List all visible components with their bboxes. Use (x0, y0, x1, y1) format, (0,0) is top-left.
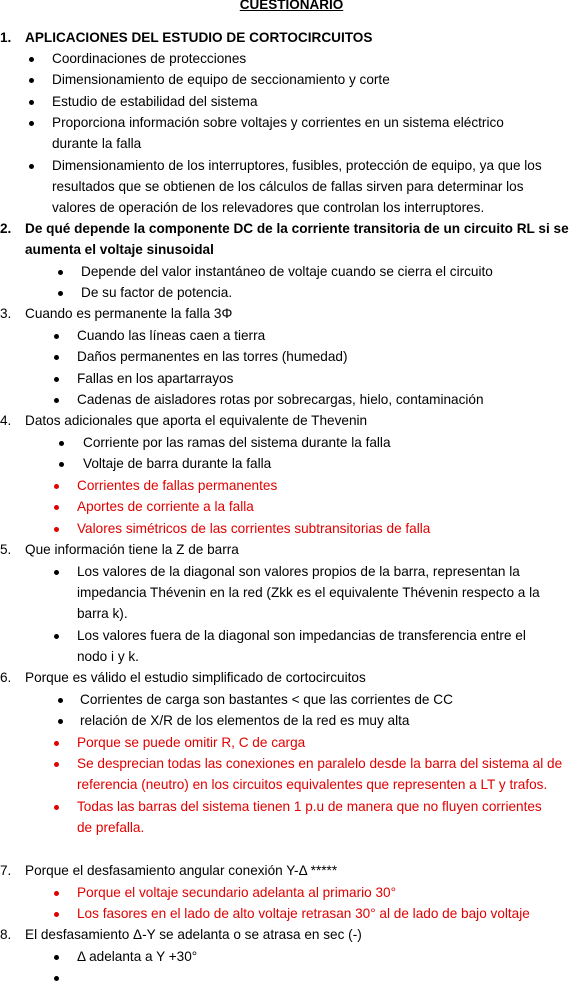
q5-heading: Que información tiene la Z de barra (25, 542, 239, 557)
q1-item-5-line-2: resultados que se obtienen de los cálculos de fallas sirven para determinar los (52, 179, 524, 194)
bullet-icon (54, 398, 59, 403)
q7-red-item-1: Porque el voltaje secundario adelanta al primario 30° (77, 885, 397, 900)
q6-item-2: relación de X/R de los elementos de la red es muy alta (80, 713, 410, 728)
bullet-icon (29, 121, 34, 126)
bullet-icon (54, 976, 59, 981)
bullet-icon (29, 57, 34, 62)
bullet-icon (54, 505, 59, 510)
bullet-icon (58, 270, 63, 275)
q6-red-item-2-line-2: referencia (neutro) en los circuitos equivalentes que representen a LT y trafos. (77, 777, 548, 792)
q3-item-1: Cuando las líneas caen a tierra (77, 328, 266, 343)
bullet-icon (54, 377, 59, 382)
q8-number: 8. (0, 927, 12, 942)
q6-red-item-3-line-1: Todas las barras del sistema tienen 1 p.u de manera que no fluyen corrientes (77, 799, 542, 814)
q6-red-item-2-line-1: Se desprecian todas las conexiones en paralelo desde la barra del sistema al de (77, 756, 563, 771)
q7-heading: Porque el desfasamiento angular conexión Y-Δ ***** (25, 863, 338, 878)
q4-item-1: Corriente por las ramas del sistema durante la falla (83, 435, 391, 450)
q3-heading: Cuando es permanente la falla 3Φ (25, 306, 233, 321)
bullet-icon (29, 78, 34, 83)
q4-number: 4. (0, 413, 12, 428)
q1-item-4-line-2: durante la falla (52, 136, 142, 151)
q3-item-2: Daños permanentes en las torres (humedad) (77, 349, 348, 364)
bullet-icon (54, 334, 59, 339)
q4-red-item-1: Corrientes de fallas permanentes (77, 478, 278, 493)
bullet-icon (54, 912, 59, 917)
bullet-icon (54, 570, 59, 575)
q6-number: 6. (0, 670, 12, 685)
bullet-icon (29, 164, 34, 169)
bullet-icon (59, 441, 64, 446)
q5-item-2-line-1: Los valores fuera de la diagonal son impedancias de transferencia entre el (77, 628, 526, 643)
q2-item-2: De su factor de potencia. (81, 285, 233, 300)
q1-item-5-line-3: valores de operación de los relevadores que controlan los interruptores. (52, 200, 485, 215)
q1-item-4-line-1: Proporciona información sobre voltajes y corrientes en un sistema eléctrico (52, 115, 504, 130)
q1-item-2: Dimensionamiento de equipo de seccionamiento y corte (52, 72, 390, 87)
q4-red-item-3: Valores simétricos de las corrientes subtransitorias de falla (77, 521, 431, 536)
bullet-icon (54, 527, 59, 532)
q4-item-2: Voltaje de barra durante la falla (83, 456, 272, 471)
q3-item-4: Cadenas de aisladores rotas por sobrecargas, hielo, contaminación (77, 392, 484, 407)
bullet-icon (54, 955, 59, 960)
q5-item-1-line-3: barra k). (77, 606, 128, 621)
bullet-icon (29, 100, 34, 105)
q4-heading: Datos adicionales que aporta el equivalente de Thevenin (25, 413, 368, 428)
bullet-icon (54, 634, 59, 639)
q2-heading-line-2: aumenta el voltaje sinusoidal (25, 242, 214, 257)
q6-red-item-3-line-2: de prefalla. (77, 820, 145, 835)
q4-red-item-2: Aportes de corriente a la falla (77, 499, 254, 514)
bullet-icon (58, 291, 63, 296)
q7-red-item-2: Los fasores en el lado de alto voltaje retrasan 30° al de lado de bajo voltaje (77, 906, 530, 921)
bullet-icon (58, 719, 63, 724)
bullet-icon (54, 741, 59, 746)
bullet-icon (54, 484, 59, 489)
bullet-icon (58, 698, 63, 703)
q8-heading: El desfasamiento Δ-Y se adelanta o se atrasa en sec (-) (25, 927, 362, 942)
bullet-icon (54, 805, 59, 810)
page-title: CUESTIONARIO (239, 0, 344, 12)
q8-item-1: Δ adelanta a Y +30° (77, 949, 198, 964)
q2-item-1: Depende del valor instantáneo de voltaje cuando se cierra el circuito (81, 264, 493, 279)
bullet-icon (54, 762, 59, 767)
q5-number: 5. (0, 542, 12, 557)
q1-item-1: Coordinaciones de protecciones (52, 51, 247, 66)
q3-number: 3. (0, 306, 12, 321)
q3-item-3: Fallas en los apartarrayos (77, 371, 234, 386)
q1-heading: APLICACIONES DEL ESTUDIO DE CORTOCIRCUITOS (25, 30, 373, 45)
bullet-icon (54, 355, 59, 360)
q1-number: 1. (0, 30, 12, 45)
bullet-icon (54, 891, 59, 896)
q2-heading-line-1: De qué depende la componente DC de la corriente transitoria de un circuito RL si se (25, 221, 569, 236)
bullet-icon (59, 462, 64, 467)
q5-item-2-line-2: nodo i y k. (77, 649, 139, 664)
q6-red-item-1: Porque se puede omitir R, C de carga (77, 735, 306, 750)
q6-item-1: Corrientes de carga son bastantes < que las corrientes de CC (80, 692, 453, 707)
q5-item-1-line-1: Los valores de la diagonal son valores propios de la barra, representan la (77, 564, 520, 579)
q2-number: 2. (0, 221, 12, 236)
q6-heading: Porque es válido el estudio simplificado de cortocircuitos (25, 670, 366, 685)
q5-item-1-line-2: impedancia Thévenin en la red (Zkk es el equivalente Thévenin respecto a la (77, 585, 540, 600)
q1-item-3: Estudio de estabilidad del sistema (52, 94, 258, 109)
q1-item-5-line-1: Dimensionamiento de los interruptores, fusibles, protección de equipo, ya que los (52, 158, 542, 173)
q7-number: 7. (0, 863, 12, 878)
